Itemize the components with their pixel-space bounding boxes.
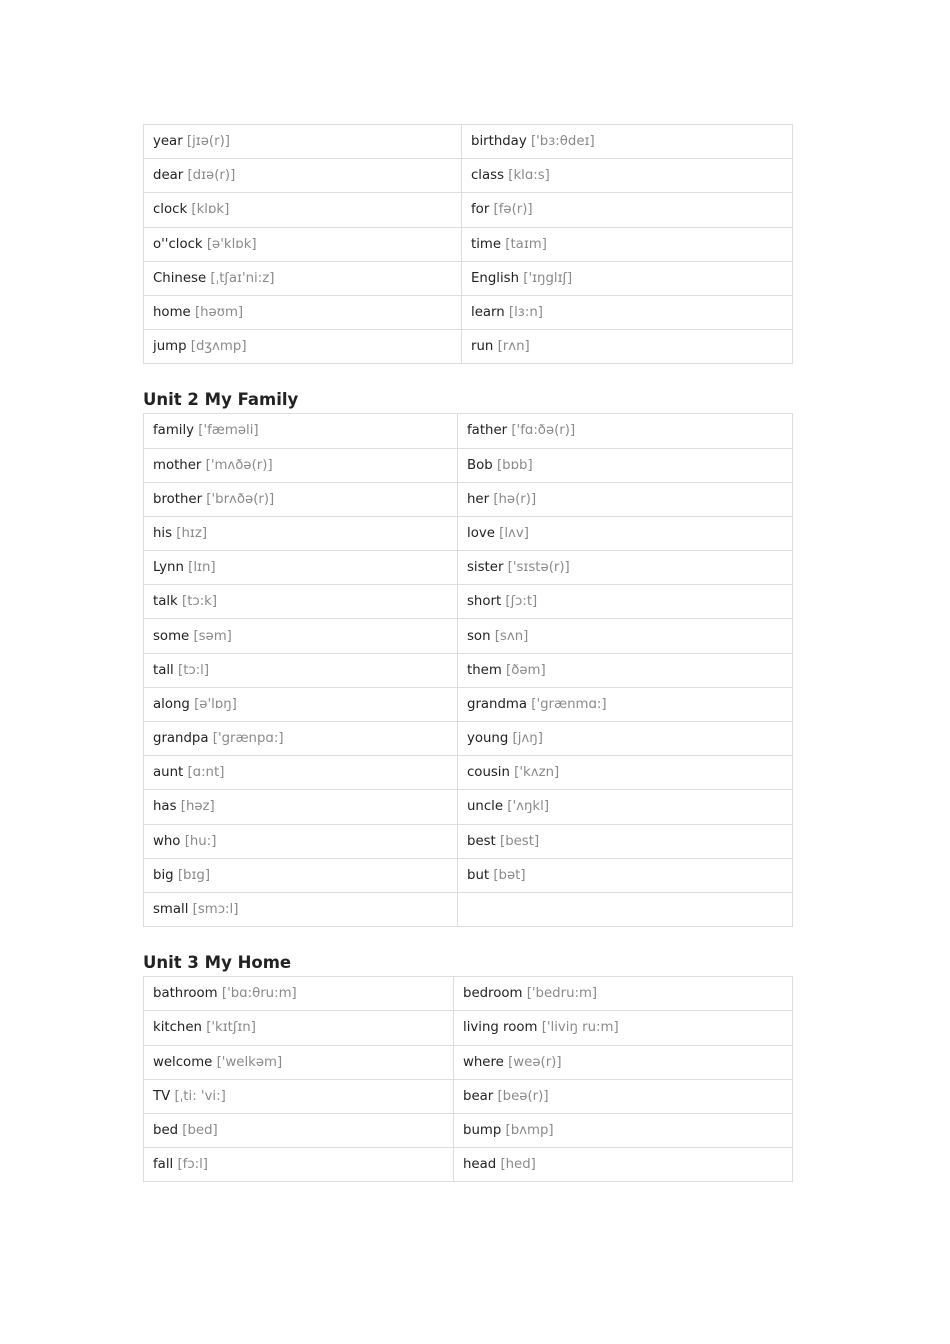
vocab-phonetic: ['brʌðə(r)] [206, 491, 275, 507]
vocab-cell [462, 330, 793, 364]
vocab-word: talk [153, 594, 178, 610]
vocab-cell [462, 159, 793, 193]
vocab-phonetic: [ɑ:nt] [187, 765, 225, 781]
table-row [144, 227, 793, 261]
vocab-word: small [153, 902, 189, 918]
vocab-table-unit-1 [143, 124, 793, 364]
vocab-phonetic: ['kʌzn] [514, 765, 560, 781]
vocab-word: English [471, 270, 520, 286]
vocab-phonetic: [ʃɔ:t] [505, 594, 538, 610]
vocab-phonetic: [jʌŋ] [512, 731, 543, 747]
vocab-word: young [467, 731, 509, 747]
table-row [144, 125, 793, 159]
vocab-cell [458, 858, 793, 892]
vocab-cell [454, 1148, 793, 1182]
vocab-table-body [144, 977, 793, 1182]
vocab-cell [144, 1011, 454, 1045]
vocab-word: big [153, 867, 174, 883]
vocab-phonetic: [jɪə(r)] [186, 134, 230, 150]
table-row [144, 790, 793, 824]
vocab-phonetic: [ə'lɒŋ] [194, 696, 237, 712]
table-row [144, 414, 793, 448]
vocab-phonetic: [bed] [182, 1122, 218, 1138]
table-row [144, 892, 793, 926]
vocab-word: Lynn [153, 560, 184, 576]
vocab-cell [458, 824, 793, 858]
vocab-word: who [153, 833, 181, 849]
unit-3-heading: Unit 3 My Home [143, 953, 292, 973]
vocab-phonetic: [bʌmp] [505, 1122, 554, 1138]
vocab-cell [144, 687, 458, 721]
vocab-word: home [153, 305, 191, 321]
table-row [144, 687, 793, 721]
vocab-phonetic: [hed] [500, 1157, 536, 1173]
vocab-word: bathroom [153, 986, 218, 1002]
vocab-cell [144, 722, 458, 756]
vocab-cell [454, 1011, 793, 1045]
vocab-cell [462, 261, 793, 295]
vocab-cell [144, 193, 462, 227]
vocab-phonetic: [bɒb] [496, 457, 533, 473]
vocab-phonetic: [sʌn] [494, 628, 529, 644]
table-row [144, 193, 793, 227]
table-row [144, 1079, 793, 1113]
vocab-phonetic: ['bɑ:θru:m] [221, 986, 297, 1002]
vocab-cell [144, 159, 462, 193]
table-row [144, 295, 793, 329]
vocab-cell [144, 1148, 454, 1182]
table-row [144, 653, 793, 687]
vocab-cell [144, 619, 458, 653]
table-row [144, 1113, 793, 1147]
table-row [144, 824, 793, 858]
vocab-cell [462, 295, 793, 329]
vocab-word: head [463, 1157, 497, 1173]
vocab-phonetic: [taɪm] [505, 236, 547, 252]
table-row [144, 482, 793, 516]
vocab-word: bedroom [463, 986, 523, 1002]
vocab-cell [458, 448, 793, 482]
vocab-phonetic: ['grænmɑ:] [531, 696, 607, 712]
vocab-phonetic: [smɔ:l] [192, 902, 239, 918]
vocab-phonetic: [lɜ:n] [508, 305, 543, 321]
vocab-word: year [153, 134, 183, 150]
vocab-phonetic: [fə(r)] [493, 202, 533, 218]
vocab-cell [144, 585, 458, 619]
vocab-phonetic: [hɪz] [176, 525, 208, 541]
vocab-word: learn [471, 305, 505, 321]
vocab-word: family [153, 423, 195, 439]
vocab-cell [144, 858, 458, 892]
vocab-cell [144, 790, 458, 824]
vocab-word: grandma [467, 696, 528, 712]
vocab-word: bear [463, 1088, 494, 1104]
vocab-cell [458, 585, 793, 619]
vocab-word: living room [463, 1020, 538, 1036]
vocab-cell [458, 516, 793, 550]
vocab-word: grandpa [153, 731, 209, 747]
vocab-phonetic: [ˌtʃaɪ'ni:z] [210, 270, 275, 286]
vocab-cell [462, 193, 793, 227]
vocab-phonetic: [həʊm] [194, 305, 244, 321]
vocab-word: aunt [153, 765, 184, 781]
unit-2-heading: Unit 2 My Family [143, 390, 299, 410]
vocab-word: tall [153, 662, 174, 678]
vocab-word: where [463, 1054, 504, 1070]
vocab-phonetic: [hu:] [184, 833, 217, 849]
vocab-phonetic: [bət] [493, 867, 526, 883]
vocab-word: best [467, 833, 496, 849]
vocab-phonetic: [tɔ:l] [178, 662, 210, 678]
vocab-cell [144, 1079, 454, 1113]
vocab-phonetic: ['ɪŋglɪʃ] [523, 270, 573, 286]
vocab-table-unit-2 [143, 413, 793, 927]
vocab-table-body [144, 125, 793, 364]
vocab-phonetic: [klɒk] [191, 202, 230, 218]
vocab-phonetic: [ə'klɒk] [206, 236, 257, 252]
table-row [144, 448, 793, 482]
vocab-cell [144, 551, 458, 585]
vocab-cell [144, 295, 462, 329]
vocab-cell [144, 1113, 454, 1147]
table-row [144, 159, 793, 193]
vocab-word: Bob [467, 457, 493, 473]
vocab-phonetic: [dɪə(r)] [187, 168, 236, 184]
vocab-word: father [467, 423, 508, 439]
vocab-cell [458, 687, 793, 721]
vocab-word: o''clock [153, 236, 203, 252]
vocab-word: along [153, 696, 190, 712]
vocab-cell [462, 125, 793, 159]
vocab-word: TV [153, 1088, 171, 1104]
table-row [144, 330, 793, 364]
vocab-phonetic: ['welkəm] [216, 1054, 283, 1070]
vocab-cell [454, 1113, 793, 1147]
vocab-cell [454, 1045, 793, 1079]
vocab-phonetic: [ˌti: 'vi:] [174, 1088, 226, 1104]
vocab-word: welcome [153, 1054, 213, 1070]
vocab-cell [144, 1045, 454, 1079]
vocab-word: uncle [467, 799, 504, 815]
table-row [144, 516, 793, 550]
vocab-phonetic: [fɔ:l] [177, 1157, 208, 1173]
vocab-word: cousin [467, 765, 510, 781]
vocab-cell [458, 756, 793, 790]
vocab-phonetic: [tɔ:k] [182, 594, 218, 610]
table-row [144, 551, 793, 585]
table-row [144, 619, 793, 653]
vocab-cell [144, 756, 458, 790]
vocab-phonetic: ['bedru:m] [526, 986, 598, 1002]
vocab-phonetic: ['kɪtʃɪn] [206, 1020, 256, 1036]
vocab-cell [458, 892, 793, 926]
vocab-cell [458, 790, 793, 824]
vocab-word: has [153, 799, 177, 815]
vocab-phonetic: ['ʌŋkl] [507, 799, 550, 815]
vocab-phonetic: [ðəm] [506, 662, 546, 678]
vocab-cell [458, 722, 793, 756]
vocab-phonetic: [best] [500, 833, 540, 849]
table-row [144, 722, 793, 756]
vocab-phonetic: ['fæməli] [198, 423, 259, 439]
vocab-word: some [153, 628, 190, 644]
vocab-table-body [144, 414, 793, 927]
vocab-cell [144, 892, 458, 926]
vocab-cell [144, 414, 458, 448]
vocab-cell [144, 330, 462, 364]
vocab-word: sister [467, 560, 504, 576]
vocab-word: short [467, 594, 502, 610]
vocab-cell [144, 653, 458, 687]
vocab-phonetic: [klɑ:s] [508, 168, 550, 184]
vocab-word: brother [153, 491, 203, 507]
vocab-cell [144, 977, 454, 1011]
vocab-phonetic: ['bɜ:θdeɪ] [530, 134, 595, 150]
vocab-cell [144, 125, 462, 159]
vocab-word: son [467, 628, 491, 644]
vocab-cell [454, 1079, 793, 1113]
table-row [144, 858, 793, 892]
vocab-phonetic: ['liviŋ ru:m] [541, 1020, 619, 1036]
vocab-word: fall [153, 1157, 174, 1173]
vocab-phonetic: [weə(r)] [508, 1054, 562, 1070]
vocab-cell [458, 551, 793, 585]
vocab-word: kitchen [153, 1020, 202, 1036]
vocab-phonetic: ['fɑ:ðə(r)] [511, 423, 576, 439]
table-row [144, 756, 793, 790]
vocab-phonetic: [hə(r)] [493, 491, 537, 507]
vocab-cell [458, 482, 793, 516]
vocab-word: her [467, 491, 490, 507]
vocab-word: jump [153, 339, 187, 355]
vocab-phonetic: [dʒʌmp] [190, 339, 247, 355]
vocab-phonetic: ['sɪstə(r)] [507, 560, 570, 576]
vocab-phonetic: ['mʌðə(r)] [205, 457, 273, 473]
table-row [144, 585, 793, 619]
table-row [144, 1011, 793, 1045]
vocab-cell [144, 448, 458, 482]
vocab-cell [458, 414, 793, 448]
vocab-word: birthday [471, 134, 527, 150]
vocab-cell [144, 227, 462, 261]
table-row [144, 261, 793, 295]
vocab-cell [144, 824, 458, 858]
vocab-table-unit-3 [143, 976, 793, 1182]
vocab-word: dear [153, 168, 184, 184]
vocab-word: bed [153, 1122, 179, 1138]
vocab-cell [144, 261, 462, 295]
vocab-phonetic: [rʌn] [497, 339, 530, 355]
vocab-phonetic: [həz] [180, 799, 215, 815]
vocab-phonetic: [bɪg] [177, 867, 211, 883]
vocab-word: them [467, 662, 502, 678]
vocab-word: for [471, 202, 490, 218]
vocab-word: love [467, 525, 495, 541]
vocab-word: Chinese [153, 270, 207, 286]
table-row [144, 977, 793, 1011]
vocabulary-page [143, 124, 792, 1182]
vocab-word: but [467, 867, 490, 883]
vocab-cell [458, 619, 793, 653]
vocab-word: time [471, 236, 502, 252]
vocab-phonetic: [səm] [193, 628, 232, 644]
vocab-word: bump [463, 1122, 502, 1138]
vocab-cell [144, 516, 458, 550]
vocab-cell [144, 482, 458, 516]
vocab-word: run [471, 339, 494, 355]
table-row [144, 1148, 793, 1182]
vocab-word: his [153, 525, 173, 541]
vocab-phonetic: ['grænpɑ:] [212, 731, 284, 747]
table-row [144, 1045, 793, 1079]
vocab-phonetic: [lɪn] [188, 560, 216, 576]
vocab-word: clock [153, 202, 188, 218]
vocab-word: mother [153, 457, 202, 473]
vocab-phonetic: [lʌv] [499, 525, 529, 541]
vocab-cell [462, 227, 793, 261]
vocab-cell [458, 653, 793, 687]
vocab-cell [454, 977, 793, 1011]
vocab-word: class [471, 168, 505, 184]
vocab-phonetic: [beə(r)] [497, 1088, 549, 1104]
